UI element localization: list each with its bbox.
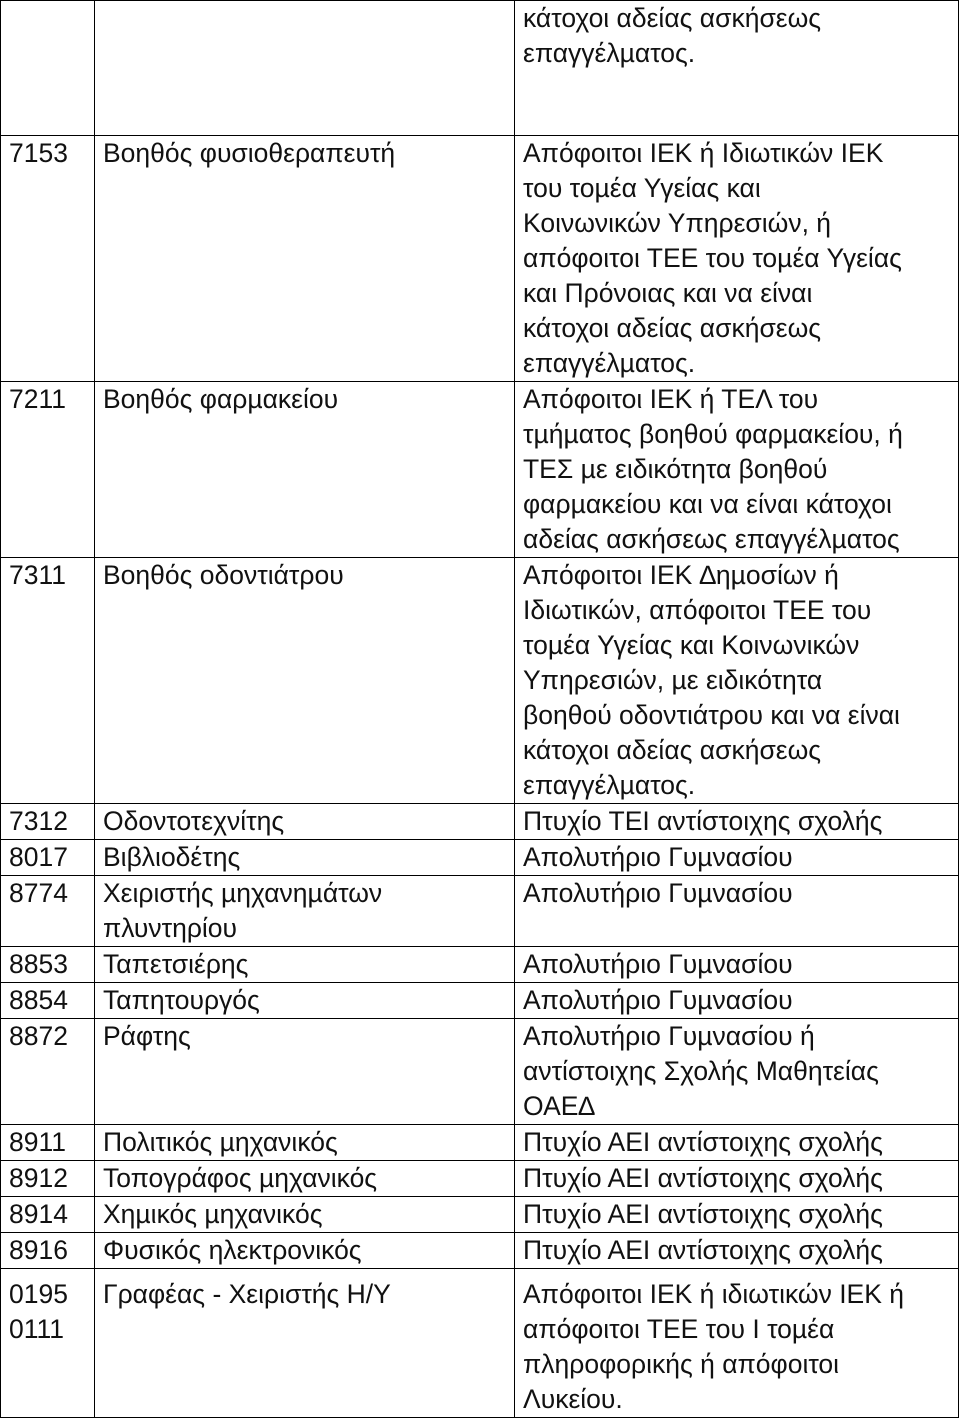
qualification-requirement-cell: Απόφοιτοι ΙΕΚ ∆ηµοσίων ή Ιδιωτικών, απόφοιτοι ΤΕΕ του τοµέα Υγείας και Κοινωνικών Υπηρεσιών, µε ειδικότητα βοηθού οδοντιάτρου και να είναι κάτοχοι αδείας ασκήσεως επαγγέλµατος. [515,558,959,804]
occupation-title-cell: Χηµικός µηχανικός [95,1197,515,1233]
occupation-code-cell: 0195 0111 [1,1269,95,1418]
occupation-code-cell: 8916 [1,1233,95,1269]
occupation-title-cell: Ράφτης [95,1019,515,1125]
qualification-requirement-cell: Απόφοιτοι ΙΕΚ ή Ιδιωτικών ΙΕΚ του τοµέα Υγείας και Κοινωνικών Υπηρεσιών, ή απόφοιτοι ΤΕΕ του τοµέα Υγείας και Πρόνοιας και να είναι κάτοχοι αδείας ασκήσεως επαγγέλµατος. [515,136,959,382]
occupation-code-cell: 7153 [1,136,95,382]
table-row [1,382,959,558]
table-row [1,840,959,876]
table-row [1,983,959,1019]
occupation-title-cell: Βοηθός οδοντιάτρου [95,558,515,804]
qualification-requirement-cell: Πτυχίο ΑΕΙ αντίστοιχης σχολής [515,1233,959,1269]
table-row [1,136,959,382]
occupation-code-cell: 8912 [1,1161,95,1197]
occupation-code-cell: 8017 [1,840,95,876]
occupation-code-cell: 8872 [1,1019,95,1125]
occupation-title-cell: Ταπετσιέρης [95,947,515,983]
table-row [1,1125,959,1161]
table-row [1,947,959,983]
table-row [1,1,959,136]
occupation-title-cell: Χειριστής µηχανηµάτων πλυντηρίου [95,876,515,947]
occupation-code-cell: 8774 [1,876,95,947]
table-row [1,876,959,947]
occupation-code-cell: 8853 [1,947,95,983]
table-row [1,1019,959,1125]
occupation-title-cell: Γραφέας - Χειριστής Η/Υ [95,1269,515,1418]
occupation-code-cell: 8911 [1,1125,95,1161]
table-row [1,804,959,840]
qualification-requirement-cell: Απόφοιτοι ΙΕΚ ή ιδιωτικών ΙΕΚ ή απόφοιτοι ΤΕΕ του Ι τοµέα πληροφορικής ή απόφοιτοι Λυκείου. [515,1269,959,1418]
occupation-title-cell: Οδοντοτεχνίτης [95,804,515,840]
occupation-code-cell: 7312 [1,804,95,840]
table-row [1,558,959,804]
occupation-code-cell: 7311 [1,558,95,804]
qualification-requirement-cell: Απολυτήριο Γυµνασίου ή αντίστοιχης Σχολής Μαθητείας ΟΑΕ∆ [515,1019,959,1125]
table-row [1,1197,959,1233]
qualification-requirement-cell: Απολυτήριο Γυµνασίου [515,947,959,983]
occupation-title-cell [95,1,515,136]
table-row [1,1233,959,1269]
occupation-code-cell: 8914 [1,1197,95,1233]
qualification-requirement-cell: Πτυχίο ΤΕΙ αντίστοιχης σχολής [515,804,959,840]
occupation-code-cell [1,1,95,136]
qualification-requirement-cell: Απολυτήριο Γυµνασίου [515,876,959,947]
table-row [1,1161,959,1197]
occupation-code-cell: 8854 [1,983,95,1019]
occupation-title-cell: Βιβλιοδέτης [95,840,515,876]
qualification-requirement-cell: Πτυχίο ΑΕΙ αντίστοιχης σχολής [515,1161,959,1197]
qualification-requirement-cell: Απολυτήριο Γυµνασίου [515,983,959,1019]
occupation-title-cell: Πολιτικός µηχανικός [95,1125,515,1161]
occupation-title-cell: Τοπογράφος µηχανικός [95,1161,515,1197]
occupation-title-cell: Βοηθός φαρµακείου [95,382,515,558]
qualification-requirement-cell: Πτυχίο ΑΕΙ αντίστοιχης σχολής [515,1125,959,1161]
qualification-requirement-cell: Απολυτήριο Γυµνασίου [515,840,959,876]
table-body [1,1,959,1418]
table-row [1,1269,959,1418]
occupation-title-cell: Ταπητουργός [95,983,515,1019]
occupation-title-cell: Βοηθός φυσιοθεραπευτή [95,136,515,382]
qualification-requirement-cell: κάτοχοι αδείας ασκήσεως επαγγέλµατος. [515,1,959,136]
occupation-code-cell: 7211 [1,382,95,558]
qualification-requirement-cell: Πτυχίο ΑΕΙ αντίστοιχης σχολής [515,1197,959,1233]
qualification-requirement-cell: Απόφοιτοι ΙΕΚ ή ΤΕΛ του τµήµατος βοηθού φαρµακείου, ή ΤΕΣ µε ειδικότητα βοηθού φαρµακείου και να είναι κάτοχοι αδείας ασκήσεως επαγγέλµατος [515,382,959,558]
occupation-title-cell: Φυσικός ηλεκτρονικός [95,1233,515,1269]
